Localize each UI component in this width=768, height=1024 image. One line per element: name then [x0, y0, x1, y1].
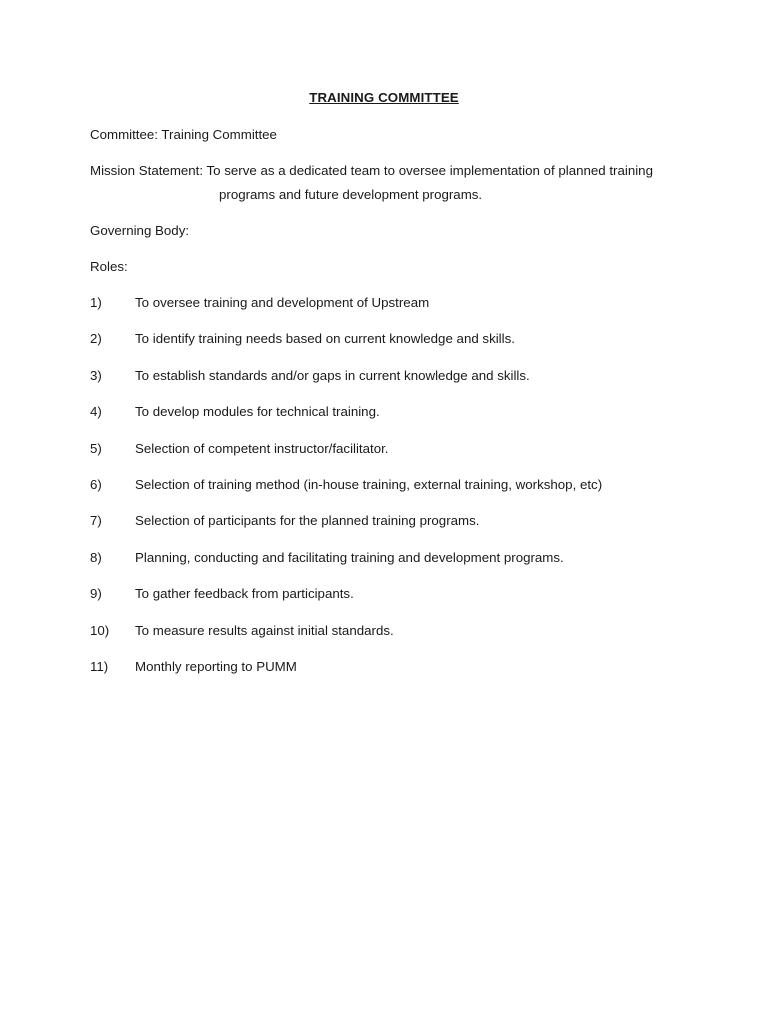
- role-text: To identify training needs based on current knowledge and skills.: [135, 331, 515, 347]
- mission-statement-line-2: programs and future development programs.: [219, 187, 483, 202]
- role-number: 7): [90, 513, 102, 529]
- role-item: [90, 550, 602, 586]
- role-number: 6): [90, 476, 102, 492]
- role-text: To oversee training and development of Upstream: [135, 295, 430, 310]
- role-number: 2): [90, 331, 102, 347]
- role-text: Selection of participants for the planned training programs.: [135, 513, 480, 529]
- role-item: [90, 295, 602, 331]
- committee-line: Committee: Training Committee: [90, 127, 277, 142]
- role-text: Monthly reporting to PUMM: [135, 658, 297, 674]
- roles-label: Roles:: [90, 259, 128, 274]
- role-item: [90, 513, 602, 549]
- role-text: To gather feedback from participants.: [135, 586, 354, 602]
- role-item: [90, 368, 602, 404]
- role-text: To establish standards and/or gaps in current knowledge and skills.: [135, 367, 530, 383]
- role-item: [90, 404, 602, 440]
- governing-body-label: Governing Body:: [90, 223, 190, 238]
- page-title: TRAINING COMMITTEE: [309, 90, 459, 105]
- role-item: [90, 477, 602, 513]
- role-text: To develop modules for technical training.: [135, 404, 380, 420]
- role-number: 3): [90, 367, 102, 383]
- role-item: [90, 331, 602, 367]
- role-number: 4): [90, 404, 102, 420]
- role-number: 5): [90, 440, 102, 456]
- role-number: 1): [90, 295, 102, 310]
- role-number: 9): [90, 586, 102, 602]
- role-text: Selection of training method (in-house training, external training, workshop, etc): [135, 476, 603, 492]
- role-item: [90, 586, 602, 622]
- role-text: Planning, conducting and facilitating training and development programs.: [135, 549, 564, 565]
- role-text: Selection of competent instructor/facilitator.: [135, 440, 389, 456]
- mission-statement-line-1: Mission Statement: To serve as a dedicated team to oversee implementation of planned training: [90, 163, 653, 178]
- role-item: [90, 659, 602, 695]
- role-text: To measure results against initial standards.: [135, 622, 394, 638]
- role-number: 10): [90, 622, 110, 638]
- role-number: 8): [90, 549, 102, 565]
- role-item: [90, 623, 602, 659]
- roles-list: [90, 295, 602, 695]
- role-item: [90, 441, 602, 477]
- role-number: 11): [90, 658, 109, 674]
